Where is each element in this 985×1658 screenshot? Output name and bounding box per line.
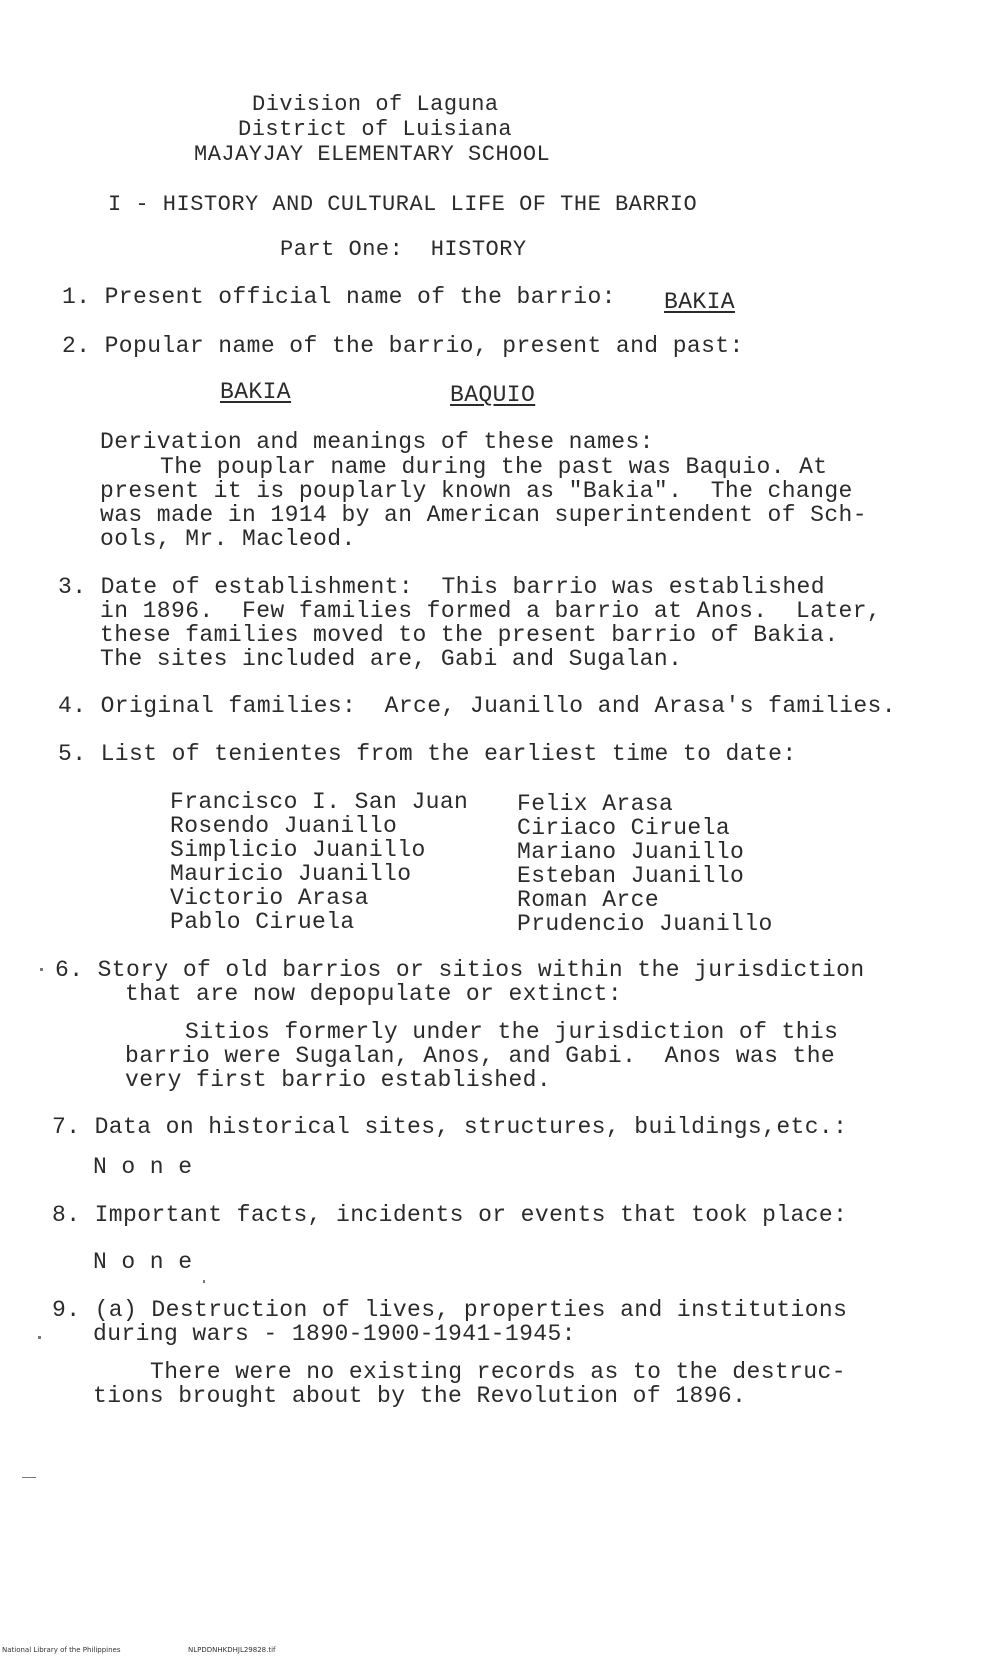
scan-speck: [22, 1477, 36, 1478]
q3-line: in 1896. Few families formed a barrio at Anos. Later,: [100, 598, 882, 624]
teniente-name: Esteban Juanillo: [517, 863, 745, 889]
q8-answer: N o n e: [93, 1249, 193, 1275]
teniente-name: Pablo Ciruela: [170, 909, 355, 935]
q6-body-line: Sitios formerly under the jurisdiction of this: [185, 1019, 839, 1045]
q1-answer: BAKIA: [664, 289, 736, 315]
q9-body-line: tions brought about by the Revolution of 1896.: [93, 1383, 747, 1409]
scan-speck: [40, 968, 43, 971]
q3-line: 3. Date of establishment: This barrio was established: [58, 574, 825, 600]
teniente-name: Mauricio Juanillo: [170, 861, 412, 887]
q2-derivation-label: Derivation and meanings of these names:: [100, 429, 654, 455]
q5-text: 5. List of tenientes from the earliest time to date:: [58, 741, 797, 767]
q8-text: 8. Important facts, incidents or events that took place:: [52, 1202, 848, 1228]
teniente-name: Victorio Arasa: [170, 885, 369, 911]
q2-derivation-line: The pouplar name during the past was Baquio. At: [160, 454, 828, 480]
section-heading: I - HISTORY AND CULTURAL LIFE OF THE BARRIO: [108, 192, 698, 217]
q6-body-line: very first barrio established.: [125, 1067, 552, 1093]
school-heading: MAJAYJAY ELEMENTARY SCHOOL: [194, 142, 551, 167]
q7-answer: N o n e: [93, 1154, 193, 1180]
q2-derivation-line: ools, Mr. Macleod.: [100, 526, 356, 552]
teniente-name: Prudencio Juanillo: [517, 911, 773, 937]
teniente-name: Roman Arce: [517, 887, 660, 913]
q7-text: 7. Data on historical sites, structures, buildings,etc.:: [52, 1114, 848, 1140]
teniente-name: Simplicio Juanillo: [170, 837, 426, 863]
part-heading: Part One: HISTORY: [280, 237, 527, 262]
q9-line: 9. (a) Destruction of lives, properties and institutions: [52, 1297, 848, 1323]
scan-speck: [203, 1280, 205, 1283]
q2-present-name: BAKIA: [220, 379, 292, 405]
q4-text: 4. Original families: Arce, Juanillo and Arasa's families.: [58, 693, 896, 719]
q2-derivation-line: was made in 1914 by an American superintendent of Sch-: [100, 502, 867, 528]
q6-line: 6. Story of old barrios or sitios within the jurisdiction: [55, 957, 865, 983]
q6-line: that are now depopulate or extinct:: [125, 981, 623, 1007]
q3-line: these families moved to the present barrio of Bakia.: [100, 622, 839, 648]
q9-body-line: There were no existing records as to the destruc-: [150, 1359, 846, 1385]
q9-line: during wars - 1890-1900-1941-1945:: [93, 1321, 576, 1347]
teniente-name: Felix Arasa: [517, 791, 674, 817]
division-heading: Division of Laguna: [252, 92, 499, 117]
q3-line: The sites included are, Gabi and Sugalan.: [100, 646, 683, 672]
teniente-name: Mariano Juanillo: [517, 839, 745, 865]
q2-past-name: BAQUIO: [450, 382, 536, 408]
district-heading: District of Luisiana: [238, 117, 513, 142]
footer-filename: NLPDDNHKDHJL29828.tif: [188, 1646, 276, 1654]
teniente-name: Rosendo Juanillo: [170, 813, 398, 839]
scan-speck: [38, 1336, 41, 1339]
footer-library: National Library of the Philippines: [2, 1646, 121, 1654]
q6-body-line: barrio were Sugalan, Anos, and Gabi. Anos was the: [125, 1043, 836, 1069]
q2-text: 2. Popular name of the barrio, present and past:: [62, 333, 744, 359]
teniente-name: Ciriaco Ciruela: [517, 815, 731, 841]
q1-text: 1. Present official name of the barrio:: [62, 284, 616, 310]
teniente-name: Francisco I. San Juan: [170, 789, 469, 815]
q2-derivation-line: present it is pouplarly known as "Bakia". The change: [100, 478, 853, 504]
